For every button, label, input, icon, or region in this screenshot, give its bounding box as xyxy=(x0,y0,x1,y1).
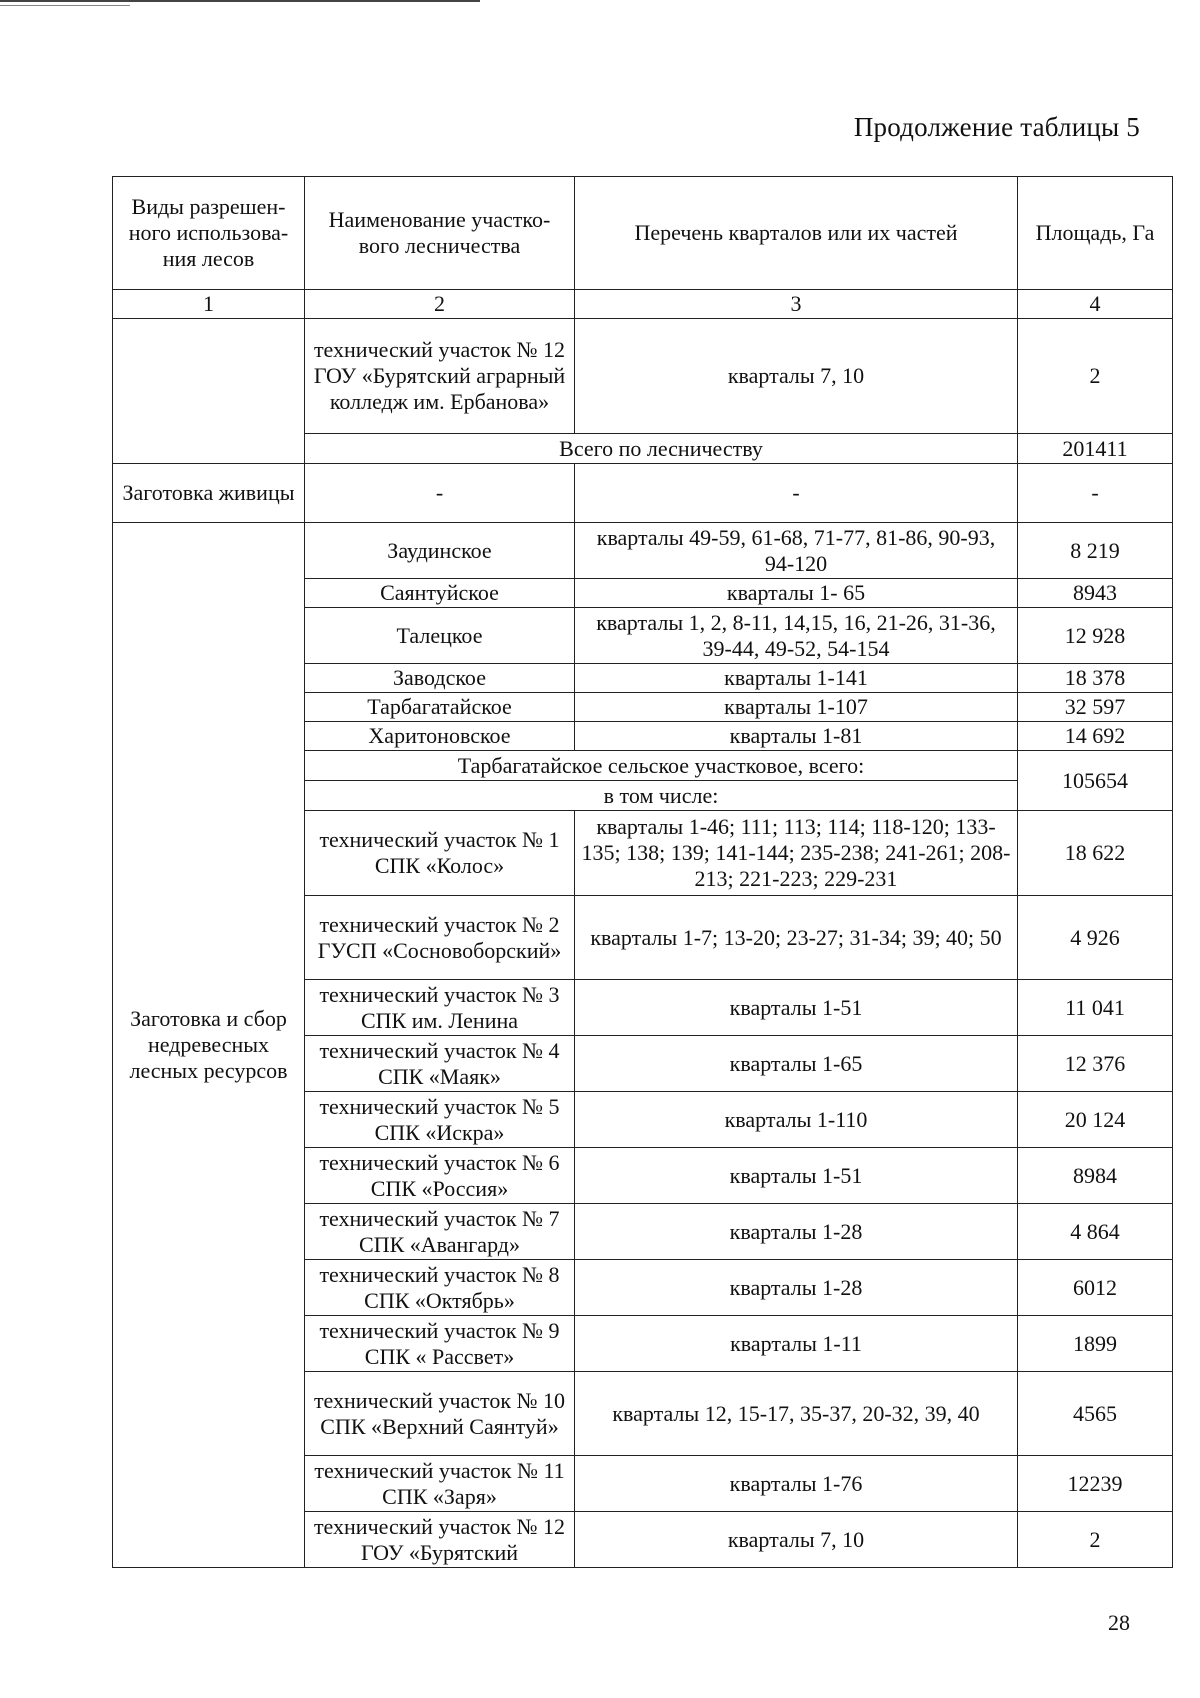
section-name-cell: технический участок № 8 СПК «Октябрь» xyxy=(305,1260,575,1316)
area-cell: 12239 xyxy=(1018,1456,1173,1512)
column-number: 1 xyxy=(113,290,305,319)
use-type-cell: Заготовка и сбор недревесных лесных ресурсов xyxy=(113,523,305,1568)
column-number-row xyxy=(113,290,1173,319)
section-name-cell: технический участок № 11 СПК «Заря» xyxy=(305,1456,575,1512)
total-area-cell: 201411 xyxy=(1018,434,1173,464)
forestry-name-cell: Заводское xyxy=(305,664,575,693)
quarters-cell: кварталы 1-107 xyxy=(575,693,1018,722)
quarters-cell: кварталы 1-28 xyxy=(575,1204,1018,1260)
page-number: 28 xyxy=(1108,1610,1130,1635)
quarters-cell: кварталы 12, 15-17, 35-37, 20-32, 39, 40 xyxy=(575,1372,1018,1456)
table-row xyxy=(113,523,1173,579)
forestry-name-cell: Харитоновское xyxy=(305,722,575,751)
header-row xyxy=(113,177,1173,290)
area-cell: - xyxy=(1018,464,1173,523)
area-cell: 11 041 xyxy=(1018,980,1173,1036)
table-caption: Продолжение таблицы 5 xyxy=(853,112,1140,142)
area-cell: 18 378 xyxy=(1018,664,1173,693)
forestry-name-cell: Саянтуйское xyxy=(305,579,575,608)
area-cell: 8943 xyxy=(1018,579,1173,608)
quarters-cell: кварталы 1-141 xyxy=(575,664,1018,693)
area-cell: 20 124 xyxy=(1018,1092,1173,1148)
quarters-cell: кварталы 1-81 xyxy=(575,722,1018,751)
area-cell: 6012 xyxy=(1018,1260,1173,1316)
quarters-cell: кварталы 7, 10 xyxy=(575,1512,1018,1568)
section-name-cell: технический участок № 12 ГОУ «Бурятский xyxy=(305,1512,575,1568)
column-header: Перечень кварталов или их частей xyxy=(575,177,1018,290)
quarters-cell: кварталы 1-65 xyxy=(575,1036,1018,1092)
section-name-cell: технический участок № 9 СПК « Рассвет» xyxy=(305,1316,575,1372)
area-cell: 12 376 xyxy=(1018,1036,1173,1092)
section-name-cell: технический участок № 6 СПК «Россия» xyxy=(305,1148,575,1204)
quarters-cell: кварталы 7, 10 xyxy=(575,319,1018,434)
scan-edge-mark xyxy=(0,0,480,2)
quarters-cell: кварталы 1-51 xyxy=(575,980,1018,1036)
area-cell: 4 864 xyxy=(1018,1204,1173,1260)
table-row xyxy=(113,319,1173,434)
area-cell: 12 928 xyxy=(1018,608,1173,664)
column-header: Площадь, Га xyxy=(1018,177,1173,290)
forestry-name-cell: Заудинское xyxy=(305,523,575,579)
area-cell: 1899 xyxy=(1018,1316,1173,1372)
quarters-cell: кварталы 1-7; 13-20; 23-27; 31-34; 39; 40; 50 xyxy=(575,896,1018,980)
section-name-cell: технический участок № 1 СПК «Колос» xyxy=(305,811,575,896)
section-name-cell: технический участок № 3 СПК им. Ленина xyxy=(305,980,575,1036)
quarters-cell: кварталы 49-59, 61-68, 71-77, 81-86, 90-93, 94-120 xyxy=(575,523,1018,579)
quarters-cell: кварталы 1-11 xyxy=(575,1316,1018,1372)
quarters-cell: кварталы 1-76 xyxy=(575,1456,1018,1512)
area-cell: 32 597 xyxy=(1018,693,1173,722)
area-cell: 14 692 xyxy=(1018,722,1173,751)
area-cell: 4565 xyxy=(1018,1372,1173,1456)
including-label-cell: в том числе: xyxy=(305,781,1018,811)
section-name-cell: технический участок № 5 СПК «Искра» xyxy=(305,1092,575,1148)
forestry-name-cell: Тарбагатайское xyxy=(305,693,575,722)
quarters-cell: кварталы 1-28 xyxy=(575,1260,1018,1316)
quarters-cell: кварталы 1, 2, 8-11, 14,15, 16, 21-26, 31-36, 39-44, 49-52, 54-154 xyxy=(575,608,1018,664)
area-cell: 2 xyxy=(1018,1512,1173,1568)
subtotal-label-cell: Тарбагатайское сельское участковое, всего: xyxy=(305,751,1018,781)
column-number: 2 xyxy=(305,290,575,319)
forestry-name-cell: технический участок № 12 ГОУ «Бурятский аграрный колледж им. Ербанова» xyxy=(305,319,575,434)
table-row xyxy=(113,464,1173,523)
forestry-name-cell: Талецкое xyxy=(305,608,575,664)
forestry-name-cell: - xyxy=(305,464,575,523)
scan-edge-mark xyxy=(0,5,130,6)
area-cell: 18 622 xyxy=(1018,811,1173,896)
column-header: Виды разрешен-ного использова-ния лесов xyxy=(113,177,305,290)
area-cell: 8984 xyxy=(1018,1148,1173,1204)
total-label-cell: Всего по лесничеству xyxy=(305,434,1018,464)
use-type-cell xyxy=(113,319,305,464)
forestry-table xyxy=(112,176,1173,1568)
column-number: 4 xyxy=(1018,290,1173,319)
quarters-cell: - xyxy=(575,464,1018,523)
area-cell: 2 xyxy=(1018,319,1173,434)
section-name-cell: технический участок № 10 СПК «Верхний Саянтуй» xyxy=(305,1372,575,1456)
use-type-cell: Заготовка живицы xyxy=(113,464,305,523)
column-number: 3 xyxy=(575,290,1018,319)
area-cell: 4 926 xyxy=(1018,896,1173,980)
quarters-cell: кварталы 1-51 xyxy=(575,1148,1018,1204)
quarters-cell: кварталы 1- 65 xyxy=(575,579,1018,608)
section-name-cell: технический участок № 4 СПК «Маяк» xyxy=(305,1036,575,1092)
section-name-cell: технический участок № 7 СПК «Авангард» xyxy=(305,1204,575,1260)
section-name-cell: технический участок № 2 ГУСП «Сосновоборский» xyxy=(305,896,575,980)
area-cell: 8 219 xyxy=(1018,523,1173,579)
quarters-cell: кварталы 1-110 xyxy=(575,1092,1018,1148)
column-header: Наименование участко-вого лесничества xyxy=(305,177,575,290)
subtotal-area-cell: 105654 xyxy=(1018,751,1173,811)
quarters-cell: кварталы 1-46; 111; 113; 114; 118-120; 133-135; 138; 139; 141-144; 235-238; 241-261; 208-213; 221-223; 229-231 xyxy=(575,811,1018,896)
